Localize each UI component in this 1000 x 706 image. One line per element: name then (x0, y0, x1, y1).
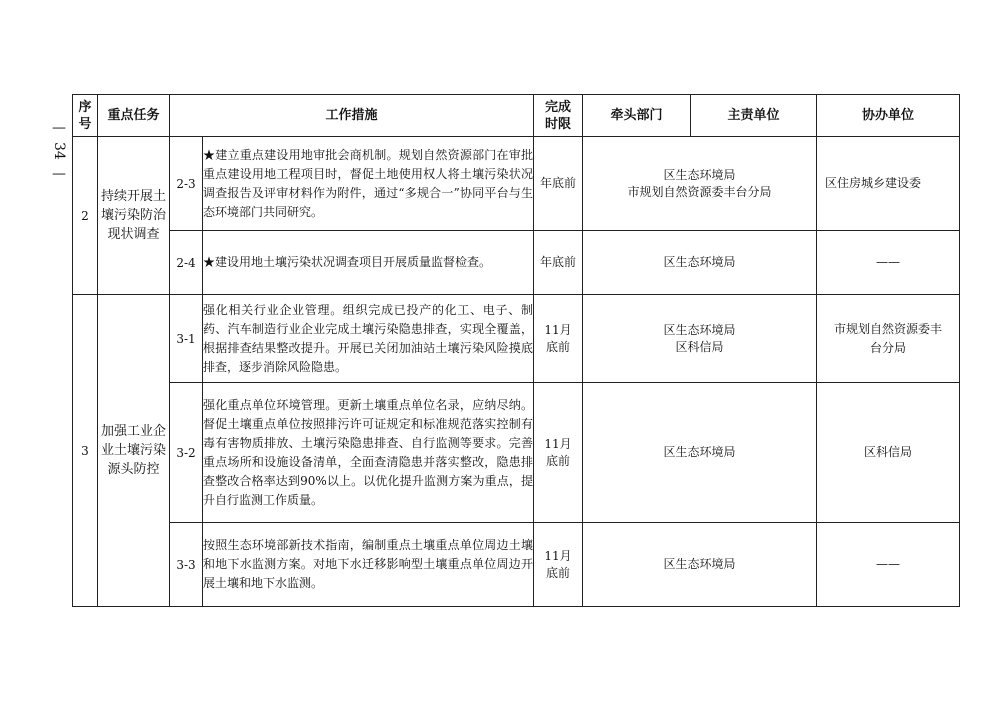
header-seq: 序号 (73, 95, 98, 137)
table-row (73, 295, 960, 383)
department-cell (583, 137, 817, 231)
task-cell: 持续开展土壤污染防治现状调查 (98, 137, 170, 295)
sub-number-cell: 3-3 (170, 523, 203, 607)
department-cell (583, 295, 817, 383)
work-plan-table (72, 94, 960, 607)
department-line: 区生态环境局 (663, 557, 736, 571)
department-cell (583, 523, 817, 607)
assist-unit-cell: 区科信局 (817, 383, 960, 523)
table-row (73, 383, 960, 523)
header-task: 重点任务 (98, 95, 170, 137)
deadline-cell: 11月底前 (534, 383, 583, 523)
department-line: 区生态环境局 (663, 322, 736, 337)
sub-number-cell: 2-4 (170, 231, 203, 295)
measure-cell: ★建立重点建设用地审批会商机制。规划自然资源部门在审批重点建设用地工程项目时，督促土地使用权人将土壤污染状况调查报告及评审材料作为附件，通过“多规合一”协同平台与生态环境部门共同研究。 (203, 137, 534, 231)
seq-cell: 2 (73, 137, 98, 295)
measure-cell: ★建设用地土壤污染状况调查项目开展质量监督检查。 (203, 231, 534, 295)
header-row (73, 95, 960, 137)
deadline-cell: 年底前 (534, 137, 583, 231)
assist-unit-cell: —— (817, 231, 960, 295)
department-cell (583, 231, 817, 295)
measure-cell: 强化重点单位环境管理。更新土壤重点单位名录，应纳尽纳。督促土壤重点单位按照排污许可证规定和标准规范落实控制有毒有害物质排放、土壤污染隐患排查、自行监测等要求。完善重点场所和设施设备清单，全面查清隐患并落实整改，隐患排查整改合格率达到90%以上。以优化提升监测方案为重点，提升自行监测工作质量。 (203, 383, 534, 523)
department-line: 区生态环境局 (663, 255, 736, 269)
department-cell (583, 383, 817, 523)
table-row (73, 137, 960, 231)
assist-unit-cell: 区住房城乡建设委 (817, 137, 960, 231)
table-row (73, 231, 960, 295)
deadline-cell: 11月底前 (534, 523, 583, 607)
assist-unit-cell: 市规划自然资源委丰台分局 (817, 295, 960, 383)
sub-number-cell: 3-2 (170, 383, 203, 523)
measure-cell: 按照生态环境部新技术指南，编制重点土壤重点单位周边土壤和地下水监测方案。对地下水迁移影响型土壤重点单位周边开展土壤和地下水监测。 (203, 523, 534, 607)
sub-number-cell: 2-3 (170, 137, 203, 231)
table-row (73, 523, 960, 607)
page-number-dash-top: — (52, 120, 66, 136)
department-line: 区科信局 (675, 339, 724, 354)
header-measures: 工作措施 (170, 95, 534, 137)
header-assist-unit: 协办单位 (817, 95, 960, 137)
department-line: 市规划自然资源委丰台分局 (627, 184, 772, 199)
task-cell: 加强工业企业土壤污染源头防控 (98, 295, 170, 607)
measure-cell: 强化相关行业企业管理。组织完成已投产的化工、电子、制药、汽车制造行业企业完成土壤污染隐患排查，实现全覆盖，根据排查结果整改提升。开展已关闭加油站土壤污染风险摸底排查，逐步消除风险隐患。 (203, 295, 534, 383)
department-line: 区生态环境局 (663, 445, 736, 459)
header-main-unit: 主责单位 (691, 95, 817, 137)
department-line: 区生态环境局 (663, 167, 736, 182)
deadline-cell: 年底前 (534, 231, 583, 295)
sub-number-cell: 3-1 (170, 295, 203, 383)
page-number-dash-bottom: — (52, 165, 66, 182)
header-lead-dept: 牵头部门 (583, 95, 691, 137)
page-number-value: 34 (51, 142, 67, 160)
assist-unit-cell: —— (817, 523, 960, 607)
page-number (46, 120, 72, 182)
seq-cell: 3 (73, 295, 98, 607)
header-deadline: 完成时限 (534, 95, 583, 137)
deadline-cell: 11月底前 (534, 295, 583, 383)
